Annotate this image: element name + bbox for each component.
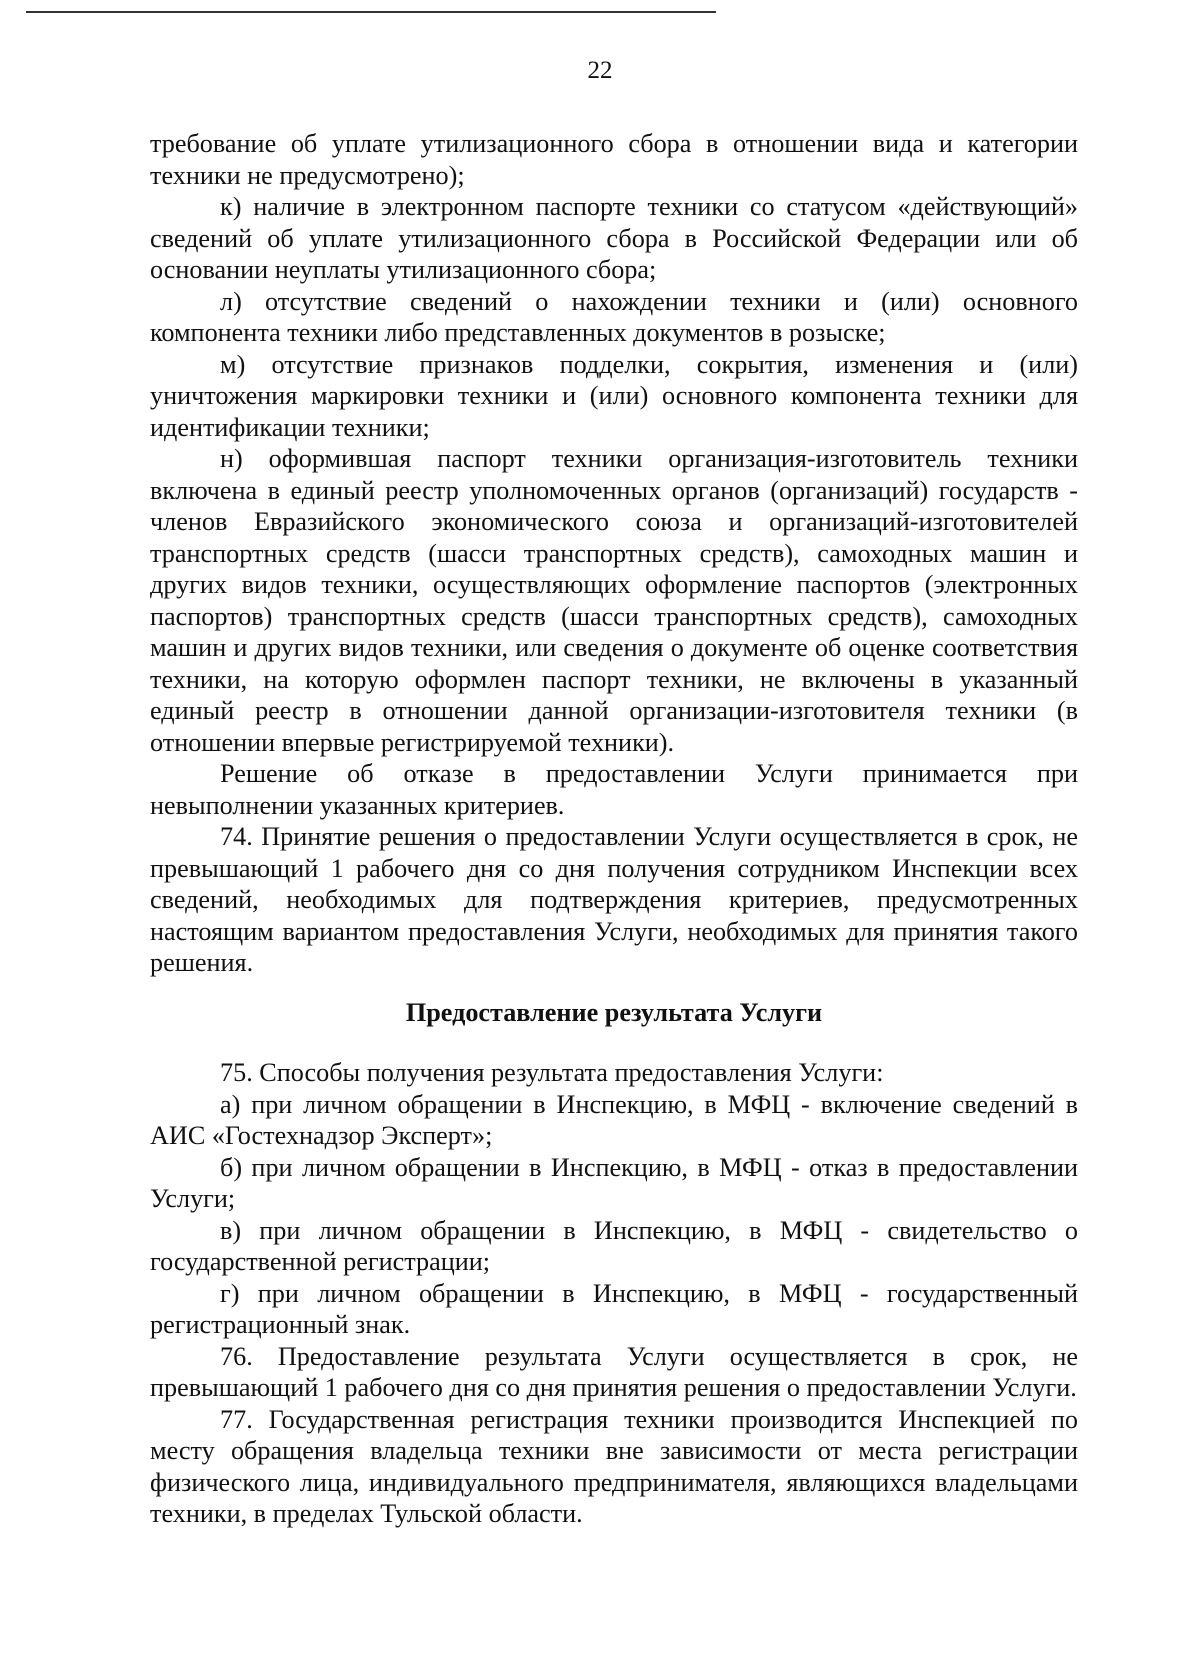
paragraph-75-item-g: г) при личном обращении в Инспекцию, в МФЦ - государственный регистрационный знак.: [150, 1278, 1078, 1339]
paragraph-75-item-a: а) при личном обращении в Инспекцию, в МФЦ - включение сведений в АИС «Гостехнадзор Эксперт»;: [150, 1089, 1078, 1150]
section-heading: Предоставление результата Услуги: [405, 997, 823, 1027]
page-number: 22: [587, 57, 613, 84]
paragraph-item-k: к) наличие в электронном паспорте техники со статусом «действующий» сведений об уплате утилизационного сбора в Российской Федерации или об основании неуплаты утилизационного сбора;: [150, 192, 1078, 284]
paragraph-74: 74. Принятие решения о предоставлении Услуги осуществляется в срок, не превышающий 1 рабочего дня со дня получения сотрудником Инспекции всех сведений, необходимых для подтверждения критериев, предусмотренных настоящим вариантом предоставления Услуги, необходимых для принятия такого решения.: [150, 822, 1078, 977]
paragraph-continuation: требование об уплате утилизационного сбора в отношении вида и категории техники не предусмотрено);: [150, 129, 1078, 190]
paragraph-refusal-decision: Решение об отказе в предоставлении Услуги принимается при невыполнении указанных критериев.: [150, 759, 1078, 820]
document-body: [150, 128, 1078, 1530]
top-rule-line: [26, 11, 716, 13]
paragraph-75: 75. Способы получения результата предоставления Услуги:: [220, 1058, 884, 1087]
paragraph-75-item-b: б) при личном обращении в Инспекцию, в МФЦ - отказ в предоставлении Услуги;: [150, 1152, 1078, 1213]
paragraph-item-n: н) оформившая паспорт техники организация-изготовитель техники включена в единый реестр уполномоченных органов (организаций) государств - членов Евразийского экономического союза и организаций-изготовителей транспортных средств (шасси транспортных средств), самоходных машин и других видов техники, осуществляющих оформление паспортов (электронных паспортов) транспортных средств (шасси транспортных средств), самоходных машин и других видов техники, или сведения о документе об оценке соответствия техники, на которую оформлен паспорт техники, не включены в указанный единый реестр в отношении данной организации-изготовителя техники (в отношении впервые регистрируемой техники).: [150, 444, 1078, 757]
paragraph-item-m: м) отсутствие признаков подделки, сокрытия, изменения и (или) уничтожения маркировки техники и (или) основного компонента техники для идентификации техники;: [150, 349, 1078, 442]
paragraph-77: 77. Государственная регистрация техники производится Инспекцией по месту обращения владельца техники вне зависимости от места регистрации физического лица, индивидуального предпринимателя, являющихся владельцами техники, в пределах Тульской области.: [150, 1404, 1078, 1528]
paragraph-75-item-v: в) при личном обращении в Инспекцию, в МФЦ - свидетельство о государственной регистрации;: [150, 1215, 1078, 1276]
paragraph-76: 76. Предоставление результата Услуги осуществляется в срок, не превышающий 1 рабочего дня со дня принятия решения о предоставлении Услуги.: [150, 1341, 1078, 1402]
paragraph-item-l: л) отсутствие сведений о нахождении техники и (или) основного компонента техники либо представленных документов в розыске;: [150, 286, 1078, 347]
